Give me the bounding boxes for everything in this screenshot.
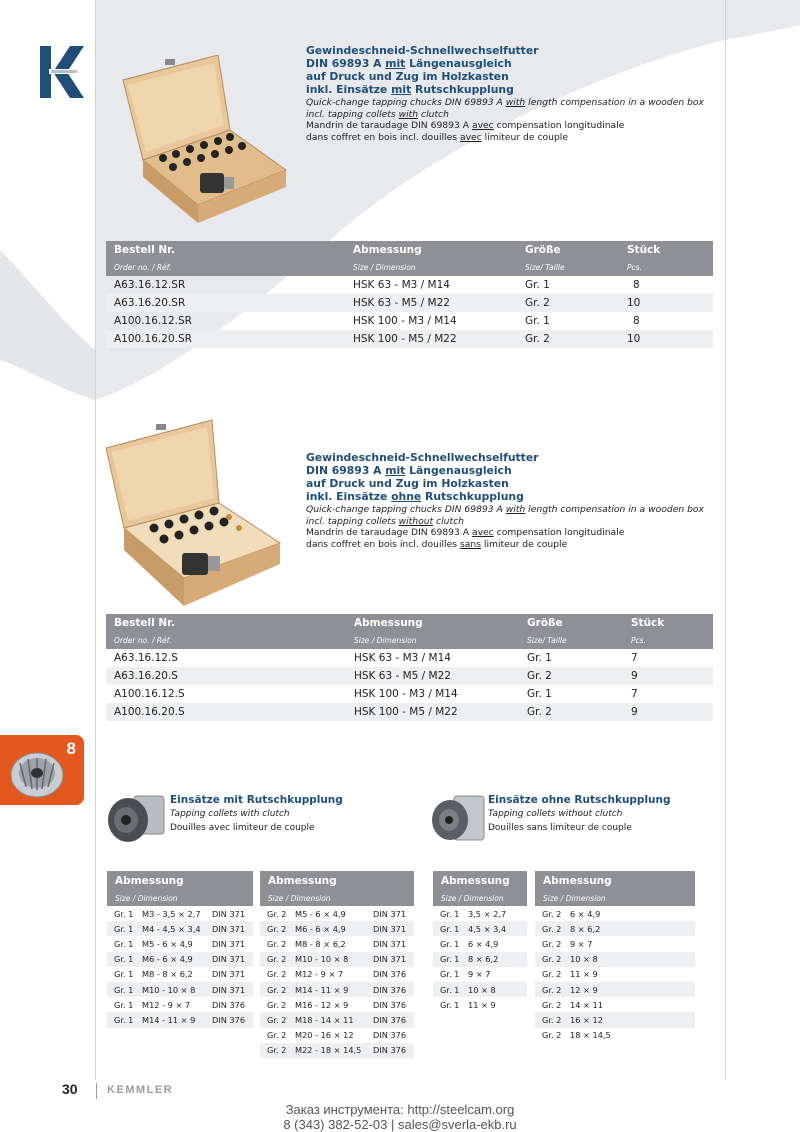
dimension: M12 - 9 × 7 (295, 969, 344, 980)
size: Gr. 1 (527, 688, 552, 700)
dimension: 16 × 12 (567, 1012, 695, 1027)
size-group: Gr. 1 (114, 938, 134, 949)
inserts-without-clutch-title (488, 793, 671, 835)
product-1-title-en (306, 97, 726, 120)
size-group: Gr. 1 (440, 908, 460, 919)
product-1-title-fr (306, 120, 726, 143)
column-header: Abmessung (535, 871, 695, 890)
left-divider (95, 0, 96, 1080)
table-row (433, 982, 527, 997)
din-standard: DIN 371 (370, 921, 414, 936)
table-row (260, 967, 414, 982)
dimension: M18 - 14 × 11 (292, 1012, 370, 1027)
order-number: A100.16.12.S (114, 688, 185, 700)
din-standard: DIN 376 (370, 1012, 414, 1027)
dimension: HSK 100 - M3 / M14 (354, 688, 458, 700)
order-number: A63.16.20.S (106, 667, 346, 685)
size-group: Gr. 2 (267, 938, 287, 949)
size-group: Gr. 1 (107, 921, 139, 936)
table-row (107, 982, 253, 997)
table-row (107, 921, 253, 936)
dimension: 4,5 × 3,4 (465, 921, 527, 936)
insert-title-de: Einsätze ohne Rutschkupplung (488, 794, 671, 806)
section-tab-marker[interactable] (0, 735, 84, 805)
column-subheader: Size / Dimension (433, 890, 527, 906)
size-group: Gr. 2 (535, 952, 567, 967)
title-text: Rutschkupplung (411, 83, 514, 96)
dimension: M22 - 18 × 14,5 (292, 1043, 370, 1058)
table-row (433, 997, 527, 1012)
insert-table-gr1-no-clutch (433, 871, 527, 1012)
pieces: 10 (619, 294, 713, 312)
column-subheader: Order no. / Réf. (106, 632, 346, 649)
title-text: inkl. Einsätze (306, 490, 392, 503)
size-group: Gr. 1 (433, 952, 465, 967)
table-row (260, 1043, 414, 1058)
table-row (107, 967, 253, 982)
product-1-title-de (306, 44, 726, 96)
dimension: 6 × 4,9 (570, 908, 601, 919)
size-group: Gr. 1 (440, 999, 460, 1010)
size-group: Gr. 2 (542, 999, 562, 1010)
size-group: Gr. 2 (542, 908, 562, 919)
en-emphasis: without (398, 515, 434, 527)
dimension: M6 - 6 × 4,9 (292, 921, 370, 936)
column-subheader: Size/ Taille (519, 632, 623, 649)
pieces: 8 (633, 315, 640, 327)
insert-title-en: Tapping collets without clutch (488, 809, 623, 819)
table-row (535, 997, 695, 1012)
insert-title-fr: Douilles sans limiteur de couple (488, 823, 632, 833)
column-subheader: Size/ Taille (517, 259, 619, 276)
fr-emphasis: sans (459, 538, 481, 550)
dimension: 6 × 4,9 (468, 938, 499, 949)
title-emphasis: mit (385, 464, 406, 477)
dimension: M14 - 11 × 9 (139, 1012, 209, 1027)
fr-text: Mandrin de taraudage DIN 69893 A (306, 120, 472, 131)
dimension: HSK 100 - M5 / M22 (346, 703, 519, 721)
dimension: 11 × 9 (570, 969, 598, 980)
din-standard: DIN 376 (209, 1012, 253, 1027)
fr-text: compensation longitudinale (493, 527, 625, 538)
pieces: 8 (633, 279, 640, 291)
column-header: Bestell Nr. (106, 241, 345, 259)
table-row (535, 936, 695, 951)
table-row (106, 294, 713, 312)
product-1-description (306, 44, 726, 143)
en-text: length compensation in a wooden box (525, 97, 704, 108)
title-text: inkl. Einsätze (306, 83, 392, 96)
title-emphasis: mit (391, 83, 412, 96)
size: Gr. 2 (517, 330, 619, 348)
column-subheader: Size / Dimension (346, 632, 519, 649)
size-group: Gr. 1 (107, 1012, 139, 1027)
table-row (107, 936, 253, 951)
en-emphasis: with (505, 504, 526, 515)
table-row (535, 1028, 695, 1043)
column-header: Größe (519, 614, 623, 632)
din-standard: DIN 371 (212, 908, 246, 919)
pieces: 7 (631, 688, 638, 700)
size-group: Gr. 1 (433, 982, 465, 997)
contact-order-line[interactable]: Заказ инструмента: http://steelcam.org (285, 1102, 515, 1117)
brand-name: KEMMLER (107, 1084, 174, 1096)
dimension: HSK 100 - M5 / M22 (345, 330, 517, 348)
pieces: 7 (631, 652, 638, 664)
din-standard: DIN 371 (209, 952, 253, 967)
insert-table-gr1-clutch (107, 871, 253, 1028)
din-standard: DIN 371 (209, 982, 253, 997)
table-row (260, 906, 414, 921)
dimension: 10 × 8 (567, 952, 695, 967)
table-row (433, 906, 527, 921)
din-standard: DIN 376 (373, 969, 407, 980)
collet-icon (6, 749, 68, 801)
din-standard: DIN 371 (212, 938, 246, 949)
title-line (306, 464, 726, 477)
product-1-order-table (106, 241, 713, 348)
size-group: Gr. 2 (542, 969, 562, 980)
size-group: Gr. 2 (542, 1030, 562, 1041)
dimension: 8 × 6,2 (465, 952, 527, 967)
wooden-box-image-2 (104, 418, 284, 608)
order-number: A100.16.12.SR (114, 315, 192, 327)
size-group: Gr. 2 (542, 938, 562, 949)
column-subheader: Pcs. (619, 259, 713, 276)
table-row (107, 997, 253, 1012)
en-text: clutch (433, 515, 464, 527)
pieces: 9 (623, 667, 713, 685)
dimension: 11 × 9 (468, 999, 496, 1010)
size-group: Gr. 2 (535, 921, 567, 936)
column-subheader: Size / Dimension (260, 890, 414, 906)
table-row (106, 667, 713, 685)
order-number: A63.16.12.SR (114, 279, 186, 291)
dimension: M10 - 10 × 8 (139, 982, 209, 997)
order-number: A63.16.20.SR (106, 294, 345, 312)
title-emphasis: ohne (391, 490, 422, 503)
dimension: 18 × 14,5 (570, 1030, 611, 1041)
collet-with-clutch-image (104, 790, 166, 848)
fr-emphasis: avec (471, 527, 494, 538)
table-row (535, 982, 695, 997)
dimension: M8 - 8 × 6,2 (142, 969, 193, 980)
size-group: Gr. 1 (107, 982, 139, 997)
kemmler-logo (40, 46, 84, 98)
fr-text: dans coffret en bois incl. douilles (306, 538, 460, 550)
dimension: 14 × 11 (570, 999, 603, 1010)
size-group: Gr. 2 (267, 999, 287, 1010)
fr-text: dans coffret en bois incl. douilles (306, 131, 460, 143)
size: Gr. 1 (525, 315, 550, 327)
table-row (107, 906, 253, 921)
column-header: Größe (517, 241, 619, 259)
en-emphasis: with (398, 108, 419, 120)
size: Gr. 2 (517, 294, 619, 312)
size: Gr. 1 (527, 652, 552, 664)
product-2-title-en (306, 504, 726, 527)
dimension: M14 - 11 × 9 (292, 982, 370, 997)
footer-divider (96, 1083, 97, 1099)
dimension: M8 - 8 × 6,2 (295, 938, 346, 949)
column-subheader: Order no. / Réf. (106, 259, 345, 276)
en-text: incl. tapping collets (306, 515, 399, 527)
size-group: Gr. 2 (267, 908, 287, 919)
en-text: incl. tapping collets (306, 108, 399, 120)
dimension: HSK 63 - M5 / M22 (346, 667, 519, 685)
dimension: 9 × 7 (468, 969, 491, 980)
dimension: M3 - 3,5 × 2,7 (142, 908, 201, 919)
table-row (433, 936, 527, 951)
title-line (306, 57, 726, 70)
column-subheader: Size / Dimension (107, 890, 253, 906)
insert-table-gr2-no-clutch (535, 871, 695, 1043)
fr-text: Mandrin de taraudage DIN 69893 A (306, 527, 472, 538)
size-group: Gr. 1 (433, 921, 465, 936)
dimension: M5 - 6 × 4,9 (142, 938, 193, 949)
table-row (107, 1012, 253, 1027)
fr-text: compensation longitudinale (493, 120, 625, 131)
table-row (106, 312, 713, 330)
dimension: M16 - 12 × 9 (295, 999, 349, 1010)
title-line (306, 490, 726, 503)
column-header: Bestell Nr. (106, 614, 346, 632)
product-2-description (306, 451, 726, 550)
fr-text: limiteur de couple (481, 538, 568, 550)
dimension: HSK 100 - M3 / M14 (353, 315, 457, 327)
size-group: Gr. 2 (260, 1012, 292, 1027)
en-text: clutch (418, 108, 449, 120)
dimension: M20 - 16 × 12 (295, 1030, 354, 1041)
size-group: Gr. 2 (535, 982, 567, 997)
order-number: A100.16.20.SR (106, 330, 345, 348)
dimension: 3,5 × 2,7 (468, 908, 507, 919)
title-text: Rutschkupplung (421, 490, 524, 503)
size-group: Gr. 2 (260, 1043, 292, 1058)
table-row (433, 921, 527, 936)
column-subheader: Size / Dimension (535, 890, 695, 906)
dimension: 9 × 7 (570, 938, 593, 949)
din-standard: DIN 371 (209, 921, 253, 936)
dimension: 8 × 6,2 (567, 921, 695, 936)
title-line: Gewindeschneid-Schnellwechselfutter (306, 451, 539, 464)
din-standard: DIN 376 (370, 1043, 414, 1058)
table-row (260, 997, 414, 1012)
collet-without-clutch-image (430, 792, 486, 850)
dimension: M10 - 10 × 8 (292, 952, 370, 967)
fr-emphasis: avec (459, 131, 482, 143)
section-number: 8 (66, 739, 76, 758)
column-subheader: Size / Dimension (345, 259, 517, 276)
title-line: auf Druck und Zug im Holzkasten (306, 477, 509, 490)
table-row (535, 1012, 695, 1027)
dimension: M12 - 9 × 7 (142, 999, 191, 1010)
table-row (107, 952, 253, 967)
dimension: M4 - 4,5 × 3,4 (139, 921, 209, 936)
column-header: Abmessung (345, 241, 517, 259)
dimension: HSK 63 - M5 / M22 (345, 294, 517, 312)
size: Gr. 2 (519, 667, 623, 685)
order-number: A100.16.20.S (106, 703, 346, 721)
dimension: 12 × 9 (567, 982, 695, 997)
insert-table-gr2-clutch (260, 871, 414, 1058)
column-header: Abmessung (346, 614, 519, 632)
en-text: length compensation in a wooden box (525, 504, 704, 515)
table-row (106, 649, 713, 667)
title-text: DIN 69893 A (306, 57, 386, 70)
table-row (260, 982, 414, 997)
table-row (260, 921, 414, 936)
pieces: 10 (619, 330, 713, 348)
product-2-order-table (106, 614, 713, 721)
table-row (260, 1012, 414, 1027)
size-group: Gr. 1 (107, 952, 139, 967)
column-header: Abmessung (107, 871, 253, 890)
din-standard: DIN 371 (212, 969, 246, 980)
table-row (106, 276, 713, 294)
inserts-with-clutch-title (170, 793, 343, 835)
title-emphasis: mit (385, 57, 406, 70)
size-group: Gr. 1 (114, 999, 134, 1010)
table-row (535, 952, 695, 967)
table-row (106, 703, 713, 721)
en-text: Quick-change tapping chucks DIN 69893 A (306, 97, 506, 108)
size-group: Gr. 2 (260, 982, 292, 997)
dimension: M5 - 6 × 4,9 (295, 908, 346, 919)
column-header: Stück (619, 241, 713, 259)
table-row (535, 906, 695, 921)
en-text: Quick-change tapping chucks DIN 69893 A (306, 504, 506, 515)
table-row (535, 921, 695, 936)
size-group: Gr. 1 (114, 908, 134, 919)
table-row (535, 967, 695, 982)
size-group: Gr. 2 (260, 921, 292, 936)
table-row (260, 936, 414, 951)
column-subheader: Pcs. (623, 632, 713, 649)
din-standard: DIN 376 (370, 982, 414, 997)
size-group: Gr. 2 (267, 1030, 287, 1041)
size: Gr. 2 (519, 703, 623, 721)
title-line: auf Druck und Zug im Holzkasten (306, 70, 509, 83)
title-text: DIN 69893 A (306, 464, 386, 477)
dimension: M6 - 6 × 4,9 (139, 952, 209, 967)
page-number: 30 (62, 1081, 78, 1097)
title-text: Längenausgleich (405, 464, 512, 477)
insert-title-de: Einsätze mit Rutschkupplung (170, 794, 343, 806)
din-standard: DIN 371 (373, 908, 407, 919)
column-header: Abmessung (433, 871, 527, 890)
dimension: 10 × 8 (465, 982, 527, 997)
product-2-title-fr (306, 527, 726, 550)
table-row (106, 330, 713, 348)
din-standard: DIN 371 (370, 952, 414, 967)
din-standard: DIN 371 (373, 938, 407, 949)
fr-emphasis: avec (471, 120, 494, 131)
dimension: HSK 63 - M3 / M14 (354, 652, 451, 664)
column-header: Stück (623, 614, 713, 632)
size-group: Gr. 2 (267, 969, 287, 980)
table-row (433, 967, 527, 982)
din-standard: DIN 376 (373, 1030, 407, 1041)
insert-title-fr: Douilles avec limiteur de couple (170, 823, 315, 833)
table-row (433, 952, 527, 967)
order-number: A63.16.12.S (114, 652, 178, 664)
contact-phone-email-line[interactable]: 8 (343) 382-52-03 | sales@sverla-ekb.ru (283, 1117, 517, 1132)
wooden-box-image-1 (118, 55, 288, 225)
fr-text: limiteur de couple (481, 131, 568, 143)
size-group: Gr. 2 (260, 952, 292, 967)
size-group: Gr. 1 (114, 969, 134, 980)
size-group: Gr. 1 (440, 938, 460, 949)
dimension: HSK 63 - M3 / M14 (353, 279, 450, 291)
column-header: Abmessung (260, 871, 414, 890)
din-standard: DIN 376 (212, 999, 246, 1010)
din-standard: DIN 376 (373, 999, 407, 1010)
insert-title-en: Tapping collets with clutch (170, 809, 290, 819)
table-row (106, 685, 713, 703)
product-2-title-de (306, 451, 726, 503)
size-group: Gr. 2 (535, 1012, 567, 1027)
size: Gr. 1 (525, 279, 550, 291)
en-emphasis: with (505, 97, 526, 108)
table-row (260, 1028, 414, 1043)
pieces: 9 (623, 703, 713, 721)
title-line: Gewindeschneid-Schnellwechselfutter (306, 44, 539, 57)
size-group: Gr. 1 (440, 969, 460, 980)
table-row (260, 952, 414, 967)
title-text: Längenausgleich (405, 57, 512, 70)
title-line (306, 83, 726, 96)
